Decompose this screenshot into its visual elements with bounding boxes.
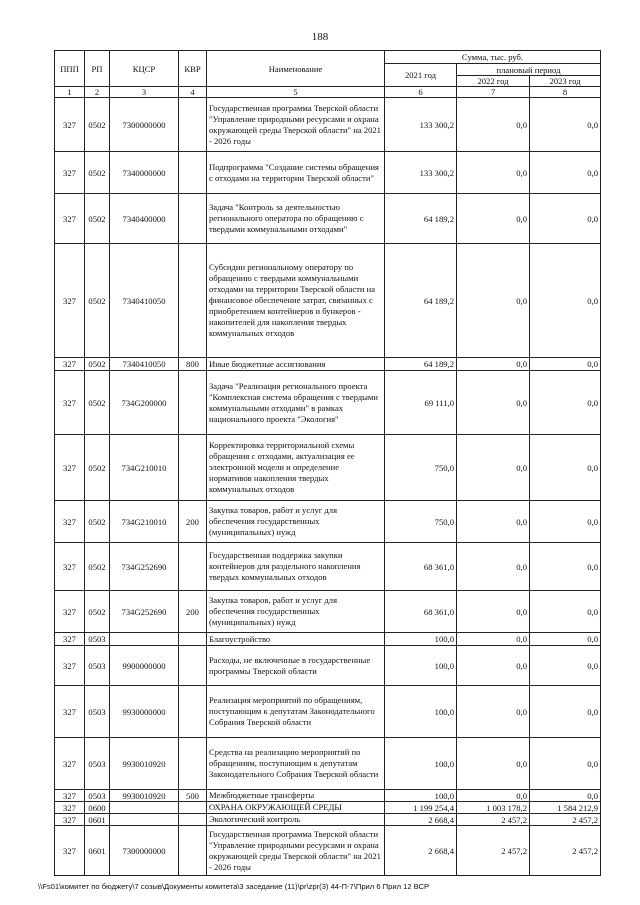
cell-2021: 64 189,2 [385, 244, 457, 358]
table-row [55, 435, 601, 501]
cell-rp: 0601 [85, 826, 110, 876]
cell-rp: 0503 [85, 646, 110, 686]
table-row [55, 244, 601, 358]
header-kvr: КВР [179, 51, 207, 87]
cell-2021: 133 300,2 [385, 98, 457, 152]
cell-2023: 0,0 [530, 152, 601, 194]
cell-kcsr [110, 802, 179, 814]
table-body [55, 98, 601, 876]
cell-name: Субсидии региональному оператору по обращению с твердыми коммунальными отходами на территории Тверской области на финансовое обеспечение затрат, связанных с приобретением контейнеров и бункеров - накопителей для накопления твердых коммунальных отходов [207, 244, 385, 358]
cell-2022: 0,0 [457, 501, 530, 543]
cell-kcsr: 734G200000 [110, 371, 179, 435]
cell-2023: 0,0 [530, 98, 601, 152]
column-number: 3 [110, 87, 179, 98]
header-sum: Сумма, тыс. руб. [385, 51, 601, 64]
cell-name: Иные бюджетные ассигнования [207, 358, 385, 371]
cell-ppp: 327 [55, 435, 85, 501]
cell-kvr: 200 [179, 591, 207, 633]
cell-2023: 0,0 [530, 371, 601, 435]
cell-name: Межбюджетные трансферты [207, 790, 385, 802]
cell-2022: 0,0 [457, 543, 530, 591]
cell-rp: 0502 [85, 98, 110, 152]
header-2023: 2023 год [530, 76, 601, 87]
cell-2021: 68 361,0 [385, 591, 457, 633]
cell-2022: 0,0 [457, 98, 530, 152]
page-number: 188 [311, 31, 329, 43]
cell-2023: 0,0 [530, 633, 601, 646]
table-row [55, 591, 601, 633]
cell-name: Государственная программа Тверской области "Управление природными ресурсами и охрана окружающей среды Тверской области" на 2021 - 2026 годы [207, 98, 385, 152]
cell-kvr [179, 152, 207, 194]
cell-name: Государственная программа Тверской области "Управление природными ресурсами и охрана окружающей среды Тверской области" на 2021 - 2026 годы [207, 826, 385, 876]
cell-rp: 0502 [85, 543, 110, 591]
cell-kvr: 200 [179, 501, 207, 543]
cell-2021: 133 300,2 [385, 152, 457, 194]
cell-name: Реализация мероприятий по обращениям, поступающим к депутатам Законодательного Собрания Тверской области [207, 686, 385, 738]
cell-2021: 69 111,0 [385, 371, 457, 435]
column-number: 2 [85, 87, 110, 98]
cell-2023: 0,0 [530, 738, 601, 790]
cell-kvr [179, 543, 207, 591]
cell-kvr [179, 802, 207, 814]
cell-ppp: 327 [55, 646, 85, 686]
cell-kcsr: 7340400000 [110, 194, 179, 244]
cell-2022: 0,0 [457, 790, 530, 802]
cell-name: Задача "Реализация регионального проекта "Комплексная система обращения с твердыми коммунальными отходами" в рамках национального проекта "Экология" [207, 371, 385, 435]
cell-2021: 64 189,2 [385, 358, 457, 371]
cell-2021: 64 189,2 [385, 194, 457, 244]
cell-2021: 100,0 [385, 633, 457, 646]
cell-2022: 0,0 [457, 371, 530, 435]
cell-ppp: 327 [55, 98, 85, 152]
cell-kcsr: 9930010920 [110, 790, 179, 802]
cell-kvr [179, 371, 207, 435]
cell-2022: 0,0 [457, 435, 530, 501]
cell-2021: 2 668,4 [385, 826, 457, 876]
cell-2021: 1 199 254,4 [385, 802, 457, 814]
cell-ppp: 327 [55, 686, 85, 738]
cell-kvr: 800 [179, 358, 207, 371]
cell-ppp: 327 [55, 802, 85, 814]
cell-ppp: 327 [55, 633, 85, 646]
cell-kcsr [110, 633, 179, 646]
table-row [55, 543, 601, 591]
cell-2023: 1 584 212,9 [530, 802, 601, 814]
cell-ppp: 327 [55, 194, 85, 244]
cell-2023: 0,0 [530, 686, 601, 738]
cell-2022: 0,0 [457, 686, 530, 738]
cell-2023: 0,0 [530, 543, 601, 591]
cell-name: Средства на реализацию мероприятий по обращениям, поступающим к депутатам Законодательного Собрания Тверской области [207, 738, 385, 790]
cell-kvr [179, 435, 207, 501]
cell-2022: 0,0 [457, 358, 530, 371]
cell-name: Закупка товаров, работ и услуг для обеспечения государственных (муниципальных) нужд [207, 501, 385, 543]
cell-kcsr: 734G210010 [110, 435, 179, 501]
column-number: 7 [457, 87, 530, 98]
cell-rp: 0503 [85, 738, 110, 790]
cell-2022: 2 457,2 [457, 814, 530, 826]
cell-rp: 0502 [85, 435, 110, 501]
table-row [55, 358, 601, 371]
header-plan-period: плановый период [457, 64, 601, 76]
cell-rp: 0502 [85, 152, 110, 194]
cell-kcsr: 7300000000 [110, 98, 179, 152]
cell-rp: 0601 [85, 814, 110, 826]
budget-table [54, 50, 601, 876]
header-kcsr: КЦСР [110, 51, 179, 87]
cell-kcsr: 734G252690 [110, 543, 179, 591]
cell-ppp: 327 [55, 591, 85, 633]
cell-name: Государственная поддержка закупки контейнеров для раздельного накопления твердых коммунальных отходов [207, 543, 385, 591]
cell-rp: 0503 [85, 633, 110, 646]
table-row [55, 826, 601, 876]
cell-kcsr: 9900000000 [110, 646, 179, 686]
cell-2023: 2 457,2 [530, 826, 601, 876]
cell-kvr [179, 738, 207, 790]
cell-name: Задача "Контроль за деятельностью регионального оператора по обращению с твердыми коммунальными отходами" [207, 194, 385, 244]
cell-ppp: 327 [55, 152, 85, 194]
cell-2023: 0,0 [530, 194, 601, 244]
header-2022: 2022 год [457, 76, 530, 87]
cell-ppp: 327 [55, 501, 85, 543]
cell-rp: 0502 [85, 194, 110, 244]
cell-2022: 2 457,2 [457, 826, 530, 876]
cell-kvr [179, 194, 207, 244]
cell-name: Корректировка территориальной схемы обращения с отходами, актуализация ее электронной модели и определение нормативов накопления твердых коммунальных отходов [207, 435, 385, 501]
cell-2023: 0,0 [530, 435, 601, 501]
cell-name: Закупка товаров, работ и услуг для обеспечения государственных (муниципальных) нужд [207, 591, 385, 633]
header-2021: 2021 год [385, 64, 457, 87]
cell-2021: 2 668,4 [385, 814, 457, 826]
column-number: 6 [385, 87, 457, 98]
cell-ppp: 327 [55, 244, 85, 358]
cell-2021: 750,0 [385, 501, 457, 543]
cell-2022: 0,0 [457, 194, 530, 244]
header-rp: РП [85, 51, 110, 87]
cell-rp: 0502 [85, 501, 110, 543]
table-row [55, 371, 601, 435]
cell-kcsr: 7340410050 [110, 244, 179, 358]
cell-name: Экологический контроль [207, 814, 385, 826]
cell-rp: 0502 [85, 358, 110, 371]
cell-name: Подпрограмма "Создание системы обращения с отходами на территории Тверской области" [207, 152, 385, 194]
cell-kcsr: 9930010920 [110, 738, 179, 790]
cell-name: Расходы, не включенные в государственные программы Тверской области [207, 646, 385, 686]
cell-2023: 2 457,2 [530, 814, 601, 826]
cell-kvr [179, 244, 207, 358]
table-row [55, 152, 601, 194]
cell-rp: 0502 [85, 591, 110, 633]
column-number: 5 [207, 87, 385, 98]
cell-kvr [179, 826, 207, 876]
cell-2022: 1 003 178,2 [457, 802, 530, 814]
column-numbers-row [55, 87, 601, 98]
cell-kcsr: 734G210010 [110, 501, 179, 543]
cell-kvr [179, 814, 207, 826]
cell-2022: 0,0 [457, 633, 530, 646]
cell-2021: 68 361,0 [385, 543, 457, 591]
header-ppp: ППП [55, 51, 85, 87]
cell-2023: 0,0 [530, 790, 601, 802]
cell-2021: 100,0 [385, 686, 457, 738]
cell-name: Благоустройство [207, 633, 385, 646]
table-row [55, 686, 601, 738]
column-number: 1 [55, 87, 85, 98]
cell-kcsr: 7300000000 [110, 826, 179, 876]
cell-2023: 0,0 [530, 646, 601, 686]
table-row [55, 194, 601, 244]
cell-ppp: 327 [55, 826, 85, 876]
table-row [55, 790, 601, 802]
cell-kcsr: 7340410050 [110, 358, 179, 371]
cell-rp: 0502 [85, 244, 110, 358]
cell-2022: 0,0 [457, 738, 530, 790]
cell-kvr [179, 633, 207, 646]
cell-rp: 0502 [85, 371, 110, 435]
cell-kvr [179, 686, 207, 738]
table-row [55, 633, 601, 646]
column-number: 4 [179, 87, 207, 98]
cell-kvr: 500 [179, 790, 207, 802]
cell-2021: 100,0 [385, 738, 457, 790]
cell-2023: 0,0 [530, 501, 601, 543]
cell-2022: 0,0 [457, 152, 530, 194]
table-row [55, 98, 601, 152]
cell-2023: 0,0 [530, 244, 601, 358]
footer-file-path: \\Fs01\комитет по бюджету\7 созыв\Документы комитета\3 заседание (11)\pr\zpr(3) 44-П-7\Прил 6 Прил 12 ВСР [38, 882, 430, 891]
cell-ppp: 327 [55, 814, 85, 826]
cell-name: ОХРАНА ОКРУЖАЮЩЕЙ СРЕДЫ [207, 802, 385, 814]
cell-2021: 100,0 [385, 646, 457, 686]
cell-kvr [179, 646, 207, 686]
column-number: 8 [530, 87, 601, 98]
table-row [55, 814, 601, 826]
table-row [55, 802, 601, 814]
cell-rp: 0600 [85, 802, 110, 814]
cell-kcsr: 734G252690 [110, 591, 179, 633]
cell-kcsr: 7340000000 [110, 152, 179, 194]
cell-kcsr: 9930000000 [110, 686, 179, 738]
cell-ppp: 327 [55, 371, 85, 435]
table-header [55, 51, 601, 98]
cell-ppp: 327 [55, 543, 85, 591]
cell-rp: 0503 [85, 686, 110, 738]
cell-2021: 100,0 [385, 790, 457, 802]
cell-2022: 0,0 [457, 244, 530, 358]
cell-2023: 0,0 [530, 358, 601, 371]
cell-kcsr [110, 814, 179, 826]
cell-2022: 0,0 [457, 591, 530, 633]
cell-ppp: 327 [55, 738, 85, 790]
cell-2021: 750,0 [385, 435, 457, 501]
table-row [55, 646, 601, 686]
cell-ppp: 327 [55, 358, 85, 371]
table-row [55, 738, 601, 790]
cell-2023: 0,0 [530, 591, 601, 633]
cell-rp: 0503 [85, 790, 110, 802]
cell-2022: 0,0 [457, 646, 530, 686]
cell-kvr [179, 98, 207, 152]
cell-ppp: 327 [55, 790, 85, 802]
header-name: Наименование [207, 51, 385, 87]
table-row [55, 501, 601, 543]
